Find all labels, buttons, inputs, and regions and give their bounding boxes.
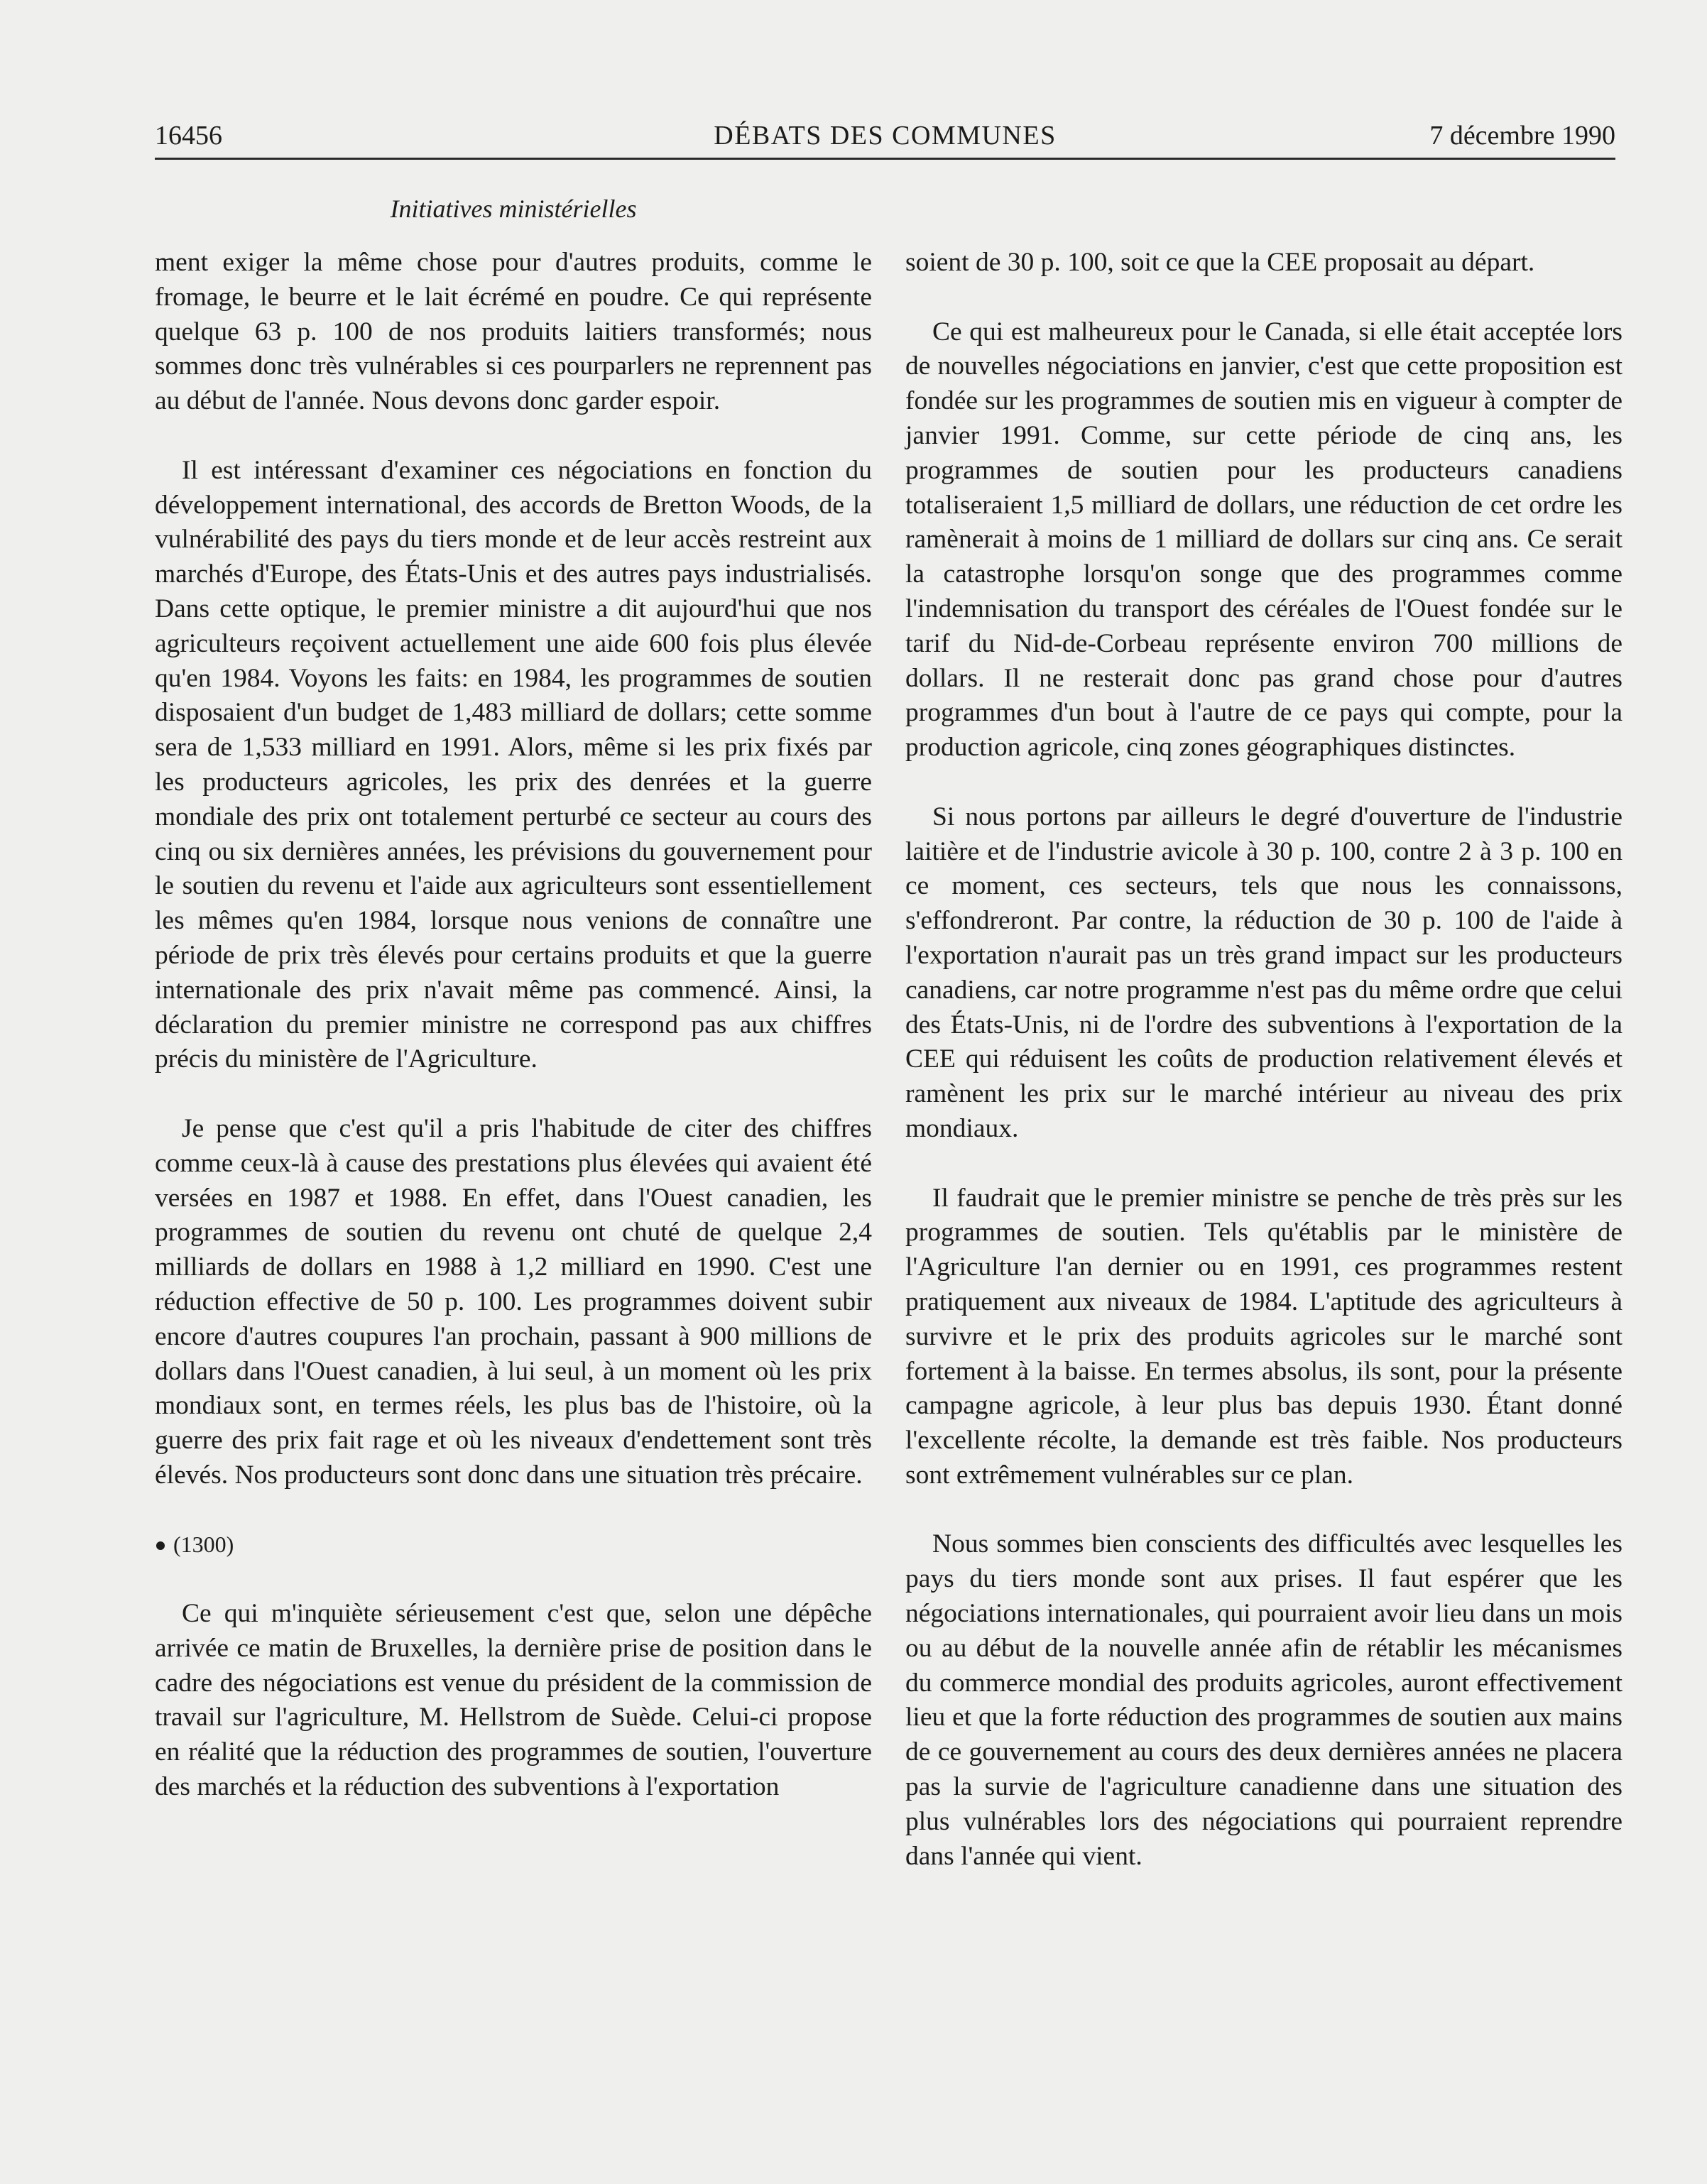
section-label: Initiatives ministérielles xyxy=(390,195,637,223)
right-paragraph-3: Si nous portons par ailleurs le degré d'ouverture de l'industrie laitière et de l'industrie avicole à 30 p. 100, contre 2 à 3 p. 100 en ce moment, ces secteurs, tels que nous les connaissons, s'effondreront. Par contre, la réduction de 30 p. 100 de l'aide à l'exportation n'aurait pas un très grand impact sur les producteurs canadiens, car notre programme n'est pas du même ordre que celui des États-Unis, ni de l'ordre des subventions à l'exportation de la CEE qui réduisent les coûts de production relativement élevés et ramènent les prix sur le marché intérieur au niveau des prix mondiaux. xyxy=(905,802,1623,1143)
left-paragraph-2: Il est intéressant d'examiner ces négociations en fonction du développement international, des accords de Bretton Woods, de la vulnérabilité des pays du tiers monde et de leur accès restreint aux marchés d'Europe, des États-Unis et des autres pays industrialisés. Dans cette optique, le premier ministre a dit aujourd'hui que nos agriculteurs reçoivent actuellement une aide 600 fois plus élevée qu'en 1984. Voyons les faits: en 1984, les programmes de soutien disposaient d'un budget de 1,483 milliard de dollars; cette somme sera de 1,533 milliard en 1991. Alors, même si les prix fixés par les producteurs agricoles, les prix des denrées et la guerre mondiale des prix ont totalement perturbé ce secteur au cours des cinq ou six dernières années, les prévisions du gouvernement pour le soutien du revenu et l'aide aux agriculteurs sont essentiellement les mêmes qu'en 1984, lorsque nous venions de connaître une période de prix très élevés pour certains produits et que la guerre internationale des prix n'avait même pas commencé. Ainsi, la déclaration du premier ministre ne correspond pas aux chiffres précis du ministère de l'Agriculture. xyxy=(155,455,872,1074)
journal-title: DÉBATS DES COMMUNES xyxy=(714,121,1057,151)
time-marker-label: (1300) xyxy=(173,1531,234,1558)
right-paragraph-5: Nous sommes bien conscients des difficultés avec lesquelles les pays du tiers monde sont aux prises. Il faut espérer que les négociations internationales, qui pourraient avoir lieu dans un mois ou au début de la nouvelle année afin de rétablir les mécanismes du commerce mondial des produits agricoles, auront effectivement lieu et que la forte réduction des programmes de soutien aux mains de ce gouvernement au cours des deux dernières années ne placera pas la survie de l'agriculture canadienne dans une situation des plus vulnérables lors des négociations qui pourraient reprendre dans l'année qui vient. xyxy=(905,1529,1623,1871)
page-header xyxy=(155,114,1615,158)
right-column xyxy=(905,246,1623,1874)
left-column xyxy=(155,246,872,1805)
time-marker xyxy=(155,1527,872,1562)
bullet-icon xyxy=(156,1541,165,1550)
left-paragraph-4: Ce qui m'inquiète sérieusement c'est que, selon une dépêche arrivée ce matin de Bruxelles, la dernière prise de position dans le cadre des négociations est venue du président de la commission de travail sur l'agriculture, M. Hellstrom de Suède. Celui-ci propose en réalité que la réduction des programmes de soutien, l'ouverture des marchés et la réduction des subventions à l'exportation xyxy=(155,1599,872,1802)
left-paragraph-3: Je pense que c'est qu'il a pris l'habitude de citer des chiffres comme ceux-là à cause des prestations plus élevées qui avaient été versées en 1987 et 1988. En effet, dans l'Ouest canadien, les programmes de soutien du revenu ont chuté de quelque 2,4 milliards de dollars en 1988 à 1,2 milliard en 1990. C'est une réduction effective de 50 p. 100. Les programmes doivent subir encore d'autres coupures l'an prochain, passant à 900 millions de dollars dans l'Ouest canadien, à lui seul, à un moment où les prix mondiaux sont, en termes réels, les plus bas de l'histoire, où la guerre des prix fait rage et où les niveaux d'endettement sont très élevés. Nos producteurs sont donc dans une situation très précaire. xyxy=(155,1113,872,1490)
left-paragraph-1: ment exiger la même chose pour d'autres produits, comme le fromage, le beurre et le lait écrémé en poudre. Ce qui représente quelque 63 p. 100 de nos produits laitiers transformés; nous sommes donc très vulnérables si ces pourparlers ne reprennent pas au début de l'année. Nous devons donc garder espoir. xyxy=(155,248,872,416)
header-rule xyxy=(155,158,1615,160)
right-paragraph-1: soient de 30 p. 100, soit ce que la CEE proposait au départ. xyxy=(905,248,1535,277)
page-number: 16456 xyxy=(155,121,222,151)
header-date: 7 décembre 1990 xyxy=(1429,121,1615,151)
right-paragraph-2: Ce qui est malheureux pour le Canada, si elle était acceptée lors de nouvelles négociations en janvier, c'est que cette proposition est fondée sur les programmes de soutien mis en vigueur à compter de janvier 1991. Comme, sur cette période de cinq ans, les programmes de soutien pour les producteurs canadiens totaliseraient 1,5 milliard de dollars, une réduction de cet ordre les ramènerait à moins de 1 milliard de dollars sur cinq ans. Ce serait la catastrophe lorsqu'on songe que des programmes comme l'indemnisation du transport des céréales de l'Ouest fondée sur le tarif du Nid-de-Corbeau représente environ 700 millions de dollars. Il ne resterait donc pas grand chose pour d'autres programmes d'un bout à l'autre de ce pays qui compte, pour la production agricole, cinq zones géographiques distinctes. xyxy=(905,317,1623,763)
right-paragraph-4: Il faudrait que le premier ministre se penche de très près sur les programmes de soutien. Tels qu'établis par le ministère de l'Agriculture l'an dernier ou en 1991, ces programmes restent pratiquement aux niveaux de 1984. L'aptitude des agriculteurs à survivre et le prix des produits agricoles sur le marché sont fortement à la baisse. En termes absolus, ils sont, pour la présente campagne agricole, à leur plus bas depuis 1930. Étant donné l'excellente récolte, la demande est très faible. Nos producteurs sont extrêmement vulnérables sur ce plan. xyxy=(905,1183,1623,1490)
